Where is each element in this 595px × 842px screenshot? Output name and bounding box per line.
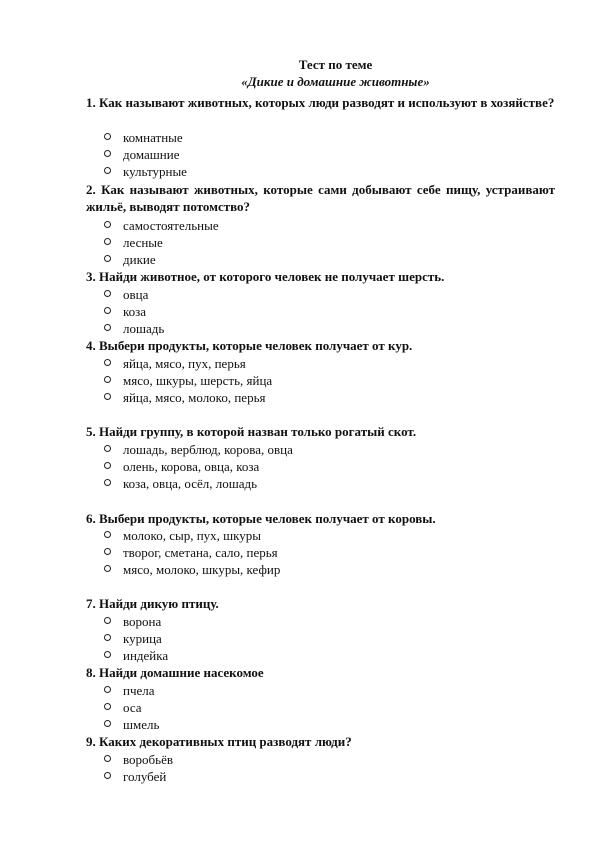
option-3-3[interactable] xyxy=(104,320,164,337)
radio-bullet-icon xyxy=(104,634,111,641)
question-3: 3. Найди животное, от которого человек не получает шерсть. xyxy=(86,269,445,284)
option-label: яйца, мясо, пух, перья xyxy=(123,356,246,371)
option-5-1[interactable] xyxy=(104,441,293,458)
option-9-2[interactable] xyxy=(104,768,166,785)
question-6: 6. Выбери продукты, которые человек получает от коровы. xyxy=(86,511,436,526)
radio-bullet-icon xyxy=(104,651,111,658)
question-5: 5. Найди группу, в которой назван только рогатый скот. xyxy=(86,424,417,439)
option-label: комнатные xyxy=(123,130,183,145)
option-8-3[interactable] xyxy=(104,716,159,733)
option-label: коза, овца, осёл, лошадь xyxy=(123,476,258,491)
option-4-2[interactable] xyxy=(104,372,272,389)
option-label: оса xyxy=(123,700,142,715)
option-label: лесные xyxy=(123,235,163,250)
option-9-1[interactable] xyxy=(104,751,173,768)
radio-bullet-icon xyxy=(104,565,111,572)
option-label: мясо, молоко, шкуры, кефир xyxy=(123,562,281,577)
option-8-2[interactable] xyxy=(104,699,142,716)
option-5-2[interactable] xyxy=(104,458,259,475)
question-7: 7. Найди дикую птицу. xyxy=(86,596,219,611)
option-label: воробьёв xyxy=(123,752,174,767)
option-7-1[interactable] xyxy=(104,613,161,630)
option-2-2[interactable] xyxy=(104,234,163,251)
option-8-1[interactable] xyxy=(104,682,155,699)
radio-bullet-icon xyxy=(104,167,111,174)
option-6-2[interactable] xyxy=(104,544,278,561)
question-9: 9. Каких декоративных птиц разводят люди? xyxy=(86,734,352,749)
radio-bullet-icon xyxy=(104,445,111,452)
option-label: творог, сметана, сало, перья xyxy=(123,545,278,560)
radio-bullet-icon xyxy=(104,703,111,710)
radio-bullet-icon xyxy=(104,221,111,228)
option-label: самостоятельные xyxy=(123,218,219,233)
radio-bullet-icon xyxy=(104,617,111,624)
radio-bullet-icon xyxy=(104,324,111,331)
option-1-1[interactable] xyxy=(104,129,183,146)
radio-bullet-icon xyxy=(104,359,111,366)
option-label: мясо, шкуры, шерсть, яйца xyxy=(123,373,273,388)
page-subtitle: «Дикие и домашние животные» xyxy=(241,74,430,89)
radio-bullet-icon xyxy=(104,462,111,469)
option-1-2[interactable] xyxy=(104,146,179,163)
option-label: дикие xyxy=(123,252,156,267)
option-label: лошадь, верблюд, корова, овца xyxy=(123,442,293,457)
question-2: 2. Как называют животных, которые сами добывают себе пищу, устраивают жильё, выводят потомство? xyxy=(86,182,555,214)
option-label: ворона xyxy=(123,614,162,629)
question-4: 4. Выбери продукты, которые человек получает от кур. xyxy=(86,338,413,353)
option-label: молоко, сыр, пух, шкуры xyxy=(123,528,262,543)
page-title: Тест по теме xyxy=(298,57,373,72)
option-label: шмель xyxy=(123,717,160,732)
radio-bullet-icon xyxy=(104,376,111,383)
radio-bullet-icon xyxy=(104,150,111,157)
radio-bullet-icon xyxy=(104,393,111,400)
option-1-3[interactable] xyxy=(104,163,187,180)
radio-bullet-icon xyxy=(104,307,111,314)
option-label: коза xyxy=(123,304,147,319)
radio-bullet-icon xyxy=(104,133,111,140)
question-8: 8. Найди домашние насекомое xyxy=(86,665,264,680)
radio-bullet-icon xyxy=(104,772,111,779)
option-label: индейка xyxy=(123,648,169,663)
option-6-3[interactable] xyxy=(104,561,280,578)
option-6-1[interactable] xyxy=(104,527,261,544)
radio-bullet-icon xyxy=(104,548,111,555)
option-label: лошадь xyxy=(123,321,165,336)
option-4-1[interactable] xyxy=(104,355,246,372)
option-3-2[interactable] xyxy=(104,303,146,320)
radio-bullet-icon xyxy=(104,686,111,693)
option-label: пчела xyxy=(123,683,155,698)
radio-bullet-icon xyxy=(104,290,111,297)
radio-bullet-icon xyxy=(104,531,111,538)
option-2-1[interactable] xyxy=(104,217,219,234)
option-label: курица xyxy=(123,631,162,646)
radio-bullet-icon xyxy=(104,479,111,486)
radio-bullet-icon xyxy=(104,238,111,245)
question-1: 1. Как называют животных, которых люди разводят и используют в хозяйстве? xyxy=(86,95,555,110)
radio-bullet-icon xyxy=(104,255,111,262)
radio-bullet-icon xyxy=(104,755,111,762)
option-7-3[interactable] xyxy=(104,647,168,664)
option-5-3[interactable] xyxy=(104,475,257,492)
option-3-1[interactable] xyxy=(104,286,148,303)
option-2-3[interactable] xyxy=(104,251,156,268)
option-7-2[interactable] xyxy=(104,630,162,647)
option-label: овца xyxy=(123,287,149,302)
option-label: олень, корова, овца, коза xyxy=(123,459,260,474)
option-4-3[interactable] xyxy=(104,389,265,406)
option-label: голубей xyxy=(123,769,167,784)
radio-bullet-icon xyxy=(104,720,111,727)
option-label: домашние xyxy=(123,147,180,162)
option-label: яйца, мясо, молоко, перья xyxy=(123,390,266,405)
option-label: культурные xyxy=(123,164,187,179)
